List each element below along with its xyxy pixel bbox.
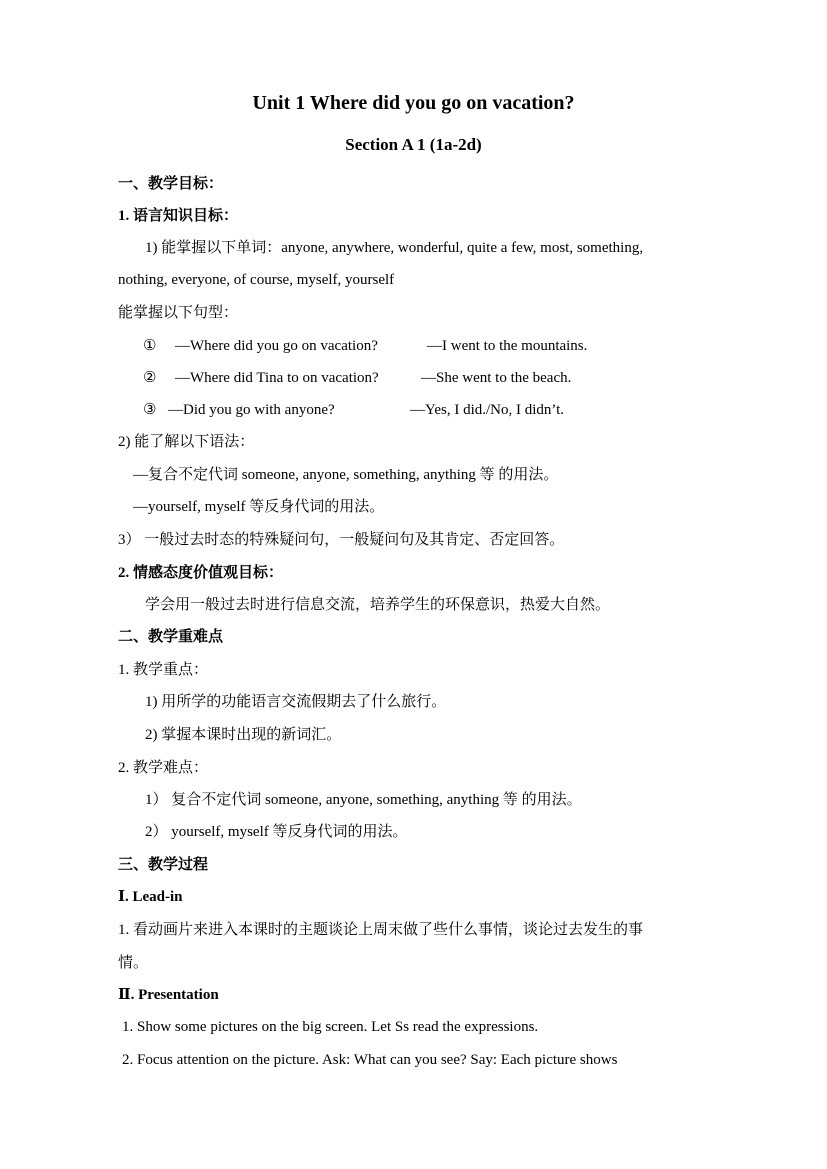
presentation-item: 2. Focus attention on the picture. Ask: What can you see? Say: Each picture shows	[122, 1052, 618, 1068]
pattern-answer: —She went to the beach.	[421, 370, 572, 386]
leadin-line-2: 情。	[118, 955, 149, 971]
pattern-answer: —I went to the mountains.	[427, 338, 588, 354]
section-heading-key-difficult: 二、教学重难点	[118, 629, 224, 645]
pattern-number: ②	[143, 370, 157, 386]
page-title: Unit 1 Where did you go on vacation?	[252, 92, 575, 114]
patterns-intro: 能掌握以下句型：	[118, 305, 239, 321]
difficult-point-item: 1） 复合不定代词 someone, anyone, something, anything 等 的用法。	[145, 792, 582, 808]
leadin-line-1: 1. 看动画片来进入本课时的主题谈论上周末做了些什么事情，谈论过去发生的事	[118, 922, 644, 938]
key-point-item: 1) 用所学的功能语言交流假期去了什么旅行。	[145, 694, 447, 710]
pattern-question: —Did you go with anyone?	[168, 402, 335, 418]
page-subtitle: Section A 1 (1a-2d)	[345, 135, 482, 154]
pattern-answer: —Yes, I did./No, I didn’t.	[410, 402, 565, 418]
presentation-item: 1. Show some pictures on the big screen. Let Ss read the expressions.	[122, 1019, 539, 1035]
key-point-item: 2) 掌握本课时出现的新词汇。	[145, 727, 342, 743]
grammar-intro: 2) 能了解以下语法：	[118, 434, 255, 450]
grammar-item: —复合不定代词 someone, anyone, something, anything 等 的用法。	[133, 467, 559, 483]
item-3: 3） 一般过去时态的特殊疑问句，一般疑问句及其肯定、否定回答。	[118, 532, 565, 548]
subheading-emotion: 2. 情感态度价值观目标：	[118, 565, 284, 581]
presentation-title: Ⅱ. Presentation	[118, 987, 219, 1003]
difficult-point-item: 2） yourself, myself 等反身代词的用法。	[145, 824, 408, 840]
key-points-title: 1. 教学重点：	[118, 662, 209, 678]
grammar-item: —yourself, myself 等反身代词的用法。	[133, 499, 385, 515]
leadin-title: Ⅰ. Lead-in	[118, 889, 183, 905]
pattern-question: —Where did Tina to on vacation?	[175, 370, 379, 386]
section-heading-objectives: 一、教学目标：	[118, 176, 224, 192]
difficult-points-title: 2. 教学难点：	[118, 760, 209, 776]
section-heading-process: 三、教学过程	[118, 857, 209, 873]
pattern-question: —Where did you go on vacation?	[175, 338, 378, 354]
subheading-language-knowledge: 1. 语言知识目标：	[118, 208, 239, 224]
emotion-text: 学会用一般过去时进行信息交流，培养学生的环保意识，热爱大自然。	[145, 597, 611, 613]
vocab-line-2: nothing, everyone, of course, myself, yourself	[118, 272, 395, 288]
vocab-line-1: 1) 能掌握以下单词：anyone, anywhere, wonderful, quite a few, most, something,	[145, 240, 644, 256]
pattern-number: ③	[143, 402, 157, 418]
pattern-number: ①	[143, 338, 157, 354]
